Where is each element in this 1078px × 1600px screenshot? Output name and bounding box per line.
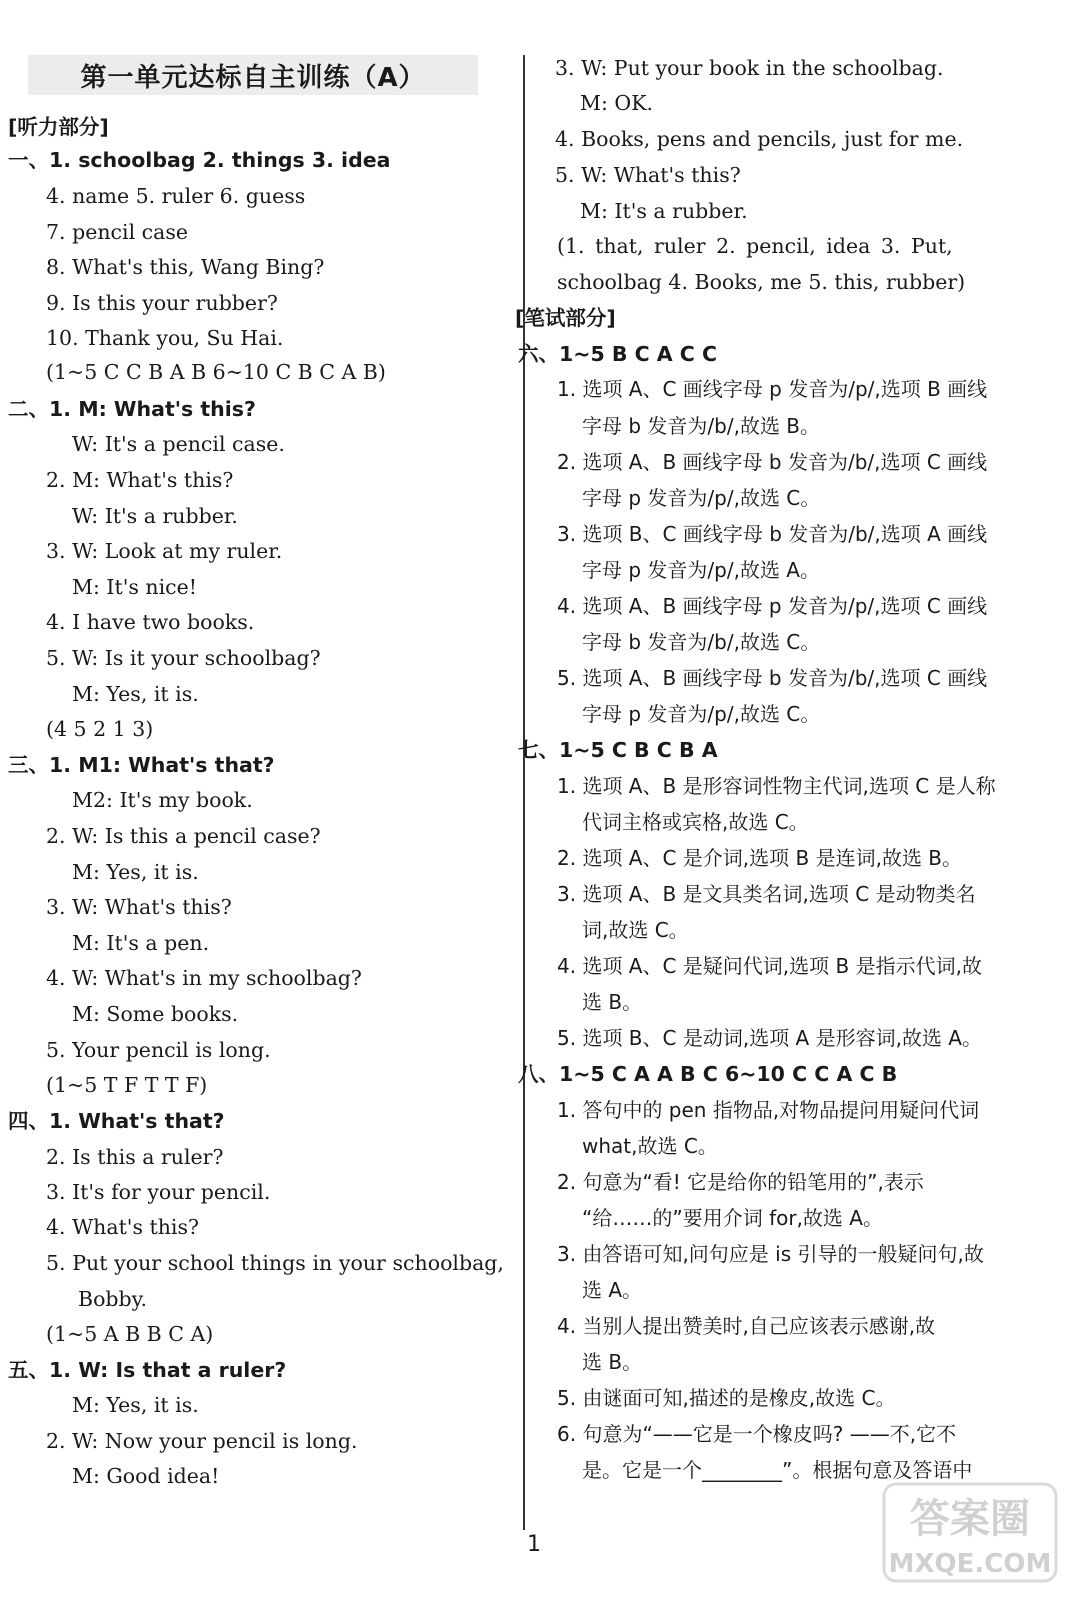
left-line: (1~5 A B B C A) xyxy=(46,1322,214,1346)
right-line: 5. 由谜面可知,描述的是橡皮,故选 C。 xyxy=(557,1386,896,1410)
right-line: 5. 选项 A、B 画线字母 b 发音为/b/,选项 C 画线 xyxy=(557,666,988,690)
right-line: 3. 由答语可知,问句应是 is 引导的一般疑问句,故 xyxy=(557,1242,984,1266)
left-line: 3. W: What's this? xyxy=(46,895,232,919)
left-line: W: It's a rubber. xyxy=(72,504,238,528)
left-line: 2. W: Now your pencil is long. xyxy=(46,1429,358,1453)
left-line: M: Yes, it is. xyxy=(72,860,199,884)
left-line: 三、1. M1: What's that? xyxy=(8,753,275,777)
right-line: 是。它是一个________”。根据句意及答语中 xyxy=(582,1458,973,1482)
left-line: 2. W: Is this a pencil case? xyxy=(46,824,321,848)
right-line: 4. 选项 A、B 画线字母 p 发音为/p/,选项 C 画线 xyxy=(557,594,988,618)
right-line: 1. 选项 A、C 画线字母 p 发音为/p/,选项 B 画线 xyxy=(557,377,988,401)
right-line: M: It's a rubber. xyxy=(580,199,748,223)
left-line: 2. Is this a ruler? xyxy=(46,1145,224,1169)
left-line: 4. name 5. ruler 6. guess xyxy=(46,184,306,208)
right-line: 6. 句意为“——它是一个橡皮吗? ——不,它不 xyxy=(557,1422,957,1446)
right-line: what,故选 C。 xyxy=(582,1134,718,1158)
left-line: 5. Put your school things in your schoolbag, xyxy=(46,1251,504,1275)
right-line: 八、1~5 C A A B C 6~10 C C A C B xyxy=(518,1062,898,1086)
right-line: 2. 句意为“看! 它是给你的铅笔用的”,表示 xyxy=(557,1170,924,1194)
right-line: 2. 选项 A、C 是介词,选项 B 是连词,故选 B。 xyxy=(557,846,963,870)
left-line: 二、1. M: What's this? xyxy=(8,397,256,421)
right-line: 1. 选项 A、B 是形容词性物主代词,选项 C 是人称 xyxy=(557,774,996,798)
right-line: 3. 选项 A、B 是文具类名词,选项 C 是动物类名 xyxy=(557,882,976,906)
left-line: W: It's a pencil case. xyxy=(72,432,285,456)
right-line: 4. 当别人提出赞美时,自己应该表示感谢,故 xyxy=(557,1314,936,1338)
right-line: 4. 选项 A、C 是疑问代词,选项 B 是指示代词,故 xyxy=(557,954,982,978)
page-number: 1 xyxy=(527,1532,541,1557)
right-line: 选 B。 xyxy=(582,990,643,1014)
right-line: 代词主格或宾格,故选 C。 xyxy=(582,810,809,834)
right-line: 5. 选项 B、C 是动词,选项 A 是形容词,故选 A。 xyxy=(557,1026,982,1050)
right-line: 词,故选 C。 xyxy=(582,918,689,942)
left-line: 9. Is this your rubber? xyxy=(46,291,278,315)
left-line: 4. What's this? xyxy=(46,1215,199,1239)
right-line: 字母 p 发音为/p/,故选 A。 xyxy=(582,558,820,582)
left-line: 4. I have two books. xyxy=(46,610,255,634)
left-line: 一、1. schoolbag 2. things 3. idea xyxy=(8,148,391,172)
right-line: 5. W: What's this? xyxy=(555,163,741,187)
left-line: 8. What's this, Wang Bing? xyxy=(46,255,325,279)
left-line: 4. W: What's in my schoolbag? xyxy=(46,966,362,990)
left-line: 5. W: Is it your schoolbag? xyxy=(46,646,321,670)
left-line: 3. W: Look at my ruler. xyxy=(46,539,283,563)
right-line: 3. 选项 B、C 画线字母 b 发音为/b/,选项 A 画线 xyxy=(557,522,988,546)
left-line: [听力部分] xyxy=(8,115,109,139)
column-divider xyxy=(523,55,525,1530)
left-line: M2: It's my book. xyxy=(72,788,253,812)
right-line: schoolbag 4. Books, me 5. this, rubber) xyxy=(557,270,966,294)
left-line: 五、1. W: Is that a ruler? xyxy=(8,1358,287,1382)
watermark-top-text: 答案圈 xyxy=(910,1496,1030,1542)
right-line: 六、1~5 B C A C C xyxy=(518,342,718,366)
watermark-logo xyxy=(880,1480,1060,1585)
right-line: 4. Books, pens and pencils, just for me. xyxy=(555,127,964,151)
left-line: M: It's a pen. xyxy=(72,931,210,955)
right-line: 2. 选项 A、B 画线字母 b 发音为/b/,选项 C 画线 xyxy=(557,450,988,474)
right-line: 选 B。 xyxy=(582,1350,643,1374)
left-line: (1~5 C C B A B 6~10 C B C A B) xyxy=(46,360,386,384)
left-line: M: Some books. xyxy=(72,1002,239,1026)
left-line: 5. Your pencil is long. xyxy=(46,1038,271,1062)
left-line: (1~5 T F T T F) xyxy=(46,1073,208,1097)
right-line: 字母 p 发音为/p/,故选 C。 xyxy=(582,702,821,726)
page-title: 第一单元达标自主训练（A） xyxy=(80,62,426,93)
left-line: (4 5 2 1 3) xyxy=(46,717,154,741)
left-line: 2. M: What's this? xyxy=(46,468,234,492)
left-line: M: It's nice! xyxy=(72,575,198,599)
left-line: M: Yes, it is. xyxy=(72,682,199,706)
right-line: (1. that, ruler 2. pencil, idea 3. Put, xyxy=(557,234,953,258)
left-line: 3. It's for your pencil. xyxy=(46,1180,271,1204)
right-line: 选 A。 xyxy=(582,1278,643,1302)
left-line: 7. pencil case xyxy=(46,220,188,244)
left-line: M: Good idea! xyxy=(72,1464,220,1488)
right-line: M: OK. xyxy=(580,91,654,115)
right-line: 3. W: Put your book in the schoolbag. xyxy=(555,56,944,80)
right-line: 字母 p 发音为/p/,故选 C。 xyxy=(582,486,821,510)
left-line: M: Yes, it is. xyxy=(72,1393,199,1417)
right-line: 1. 答句中的 pen 指物品,对物品提问用疑问代词 xyxy=(557,1098,980,1122)
left-line: 四、1. What's that? xyxy=(8,1109,225,1133)
right-line: [笔试部分] xyxy=(515,306,616,330)
right-line: 字母 b 发音为/b/,故选 B。 xyxy=(582,414,821,438)
right-line: 七、1~5 C B C B A xyxy=(518,738,718,762)
watermark-bottom-text: MXQE.COM xyxy=(888,1549,1052,1579)
left-line: Bobby. xyxy=(78,1287,148,1311)
right-line: “给……的”要用介词 for,故选 A。 xyxy=(582,1206,883,1230)
right-line: 字母 b 发音为/b/,故选 C。 xyxy=(582,630,821,654)
left-line: 10. Thank you, Su Hai. xyxy=(46,326,284,350)
